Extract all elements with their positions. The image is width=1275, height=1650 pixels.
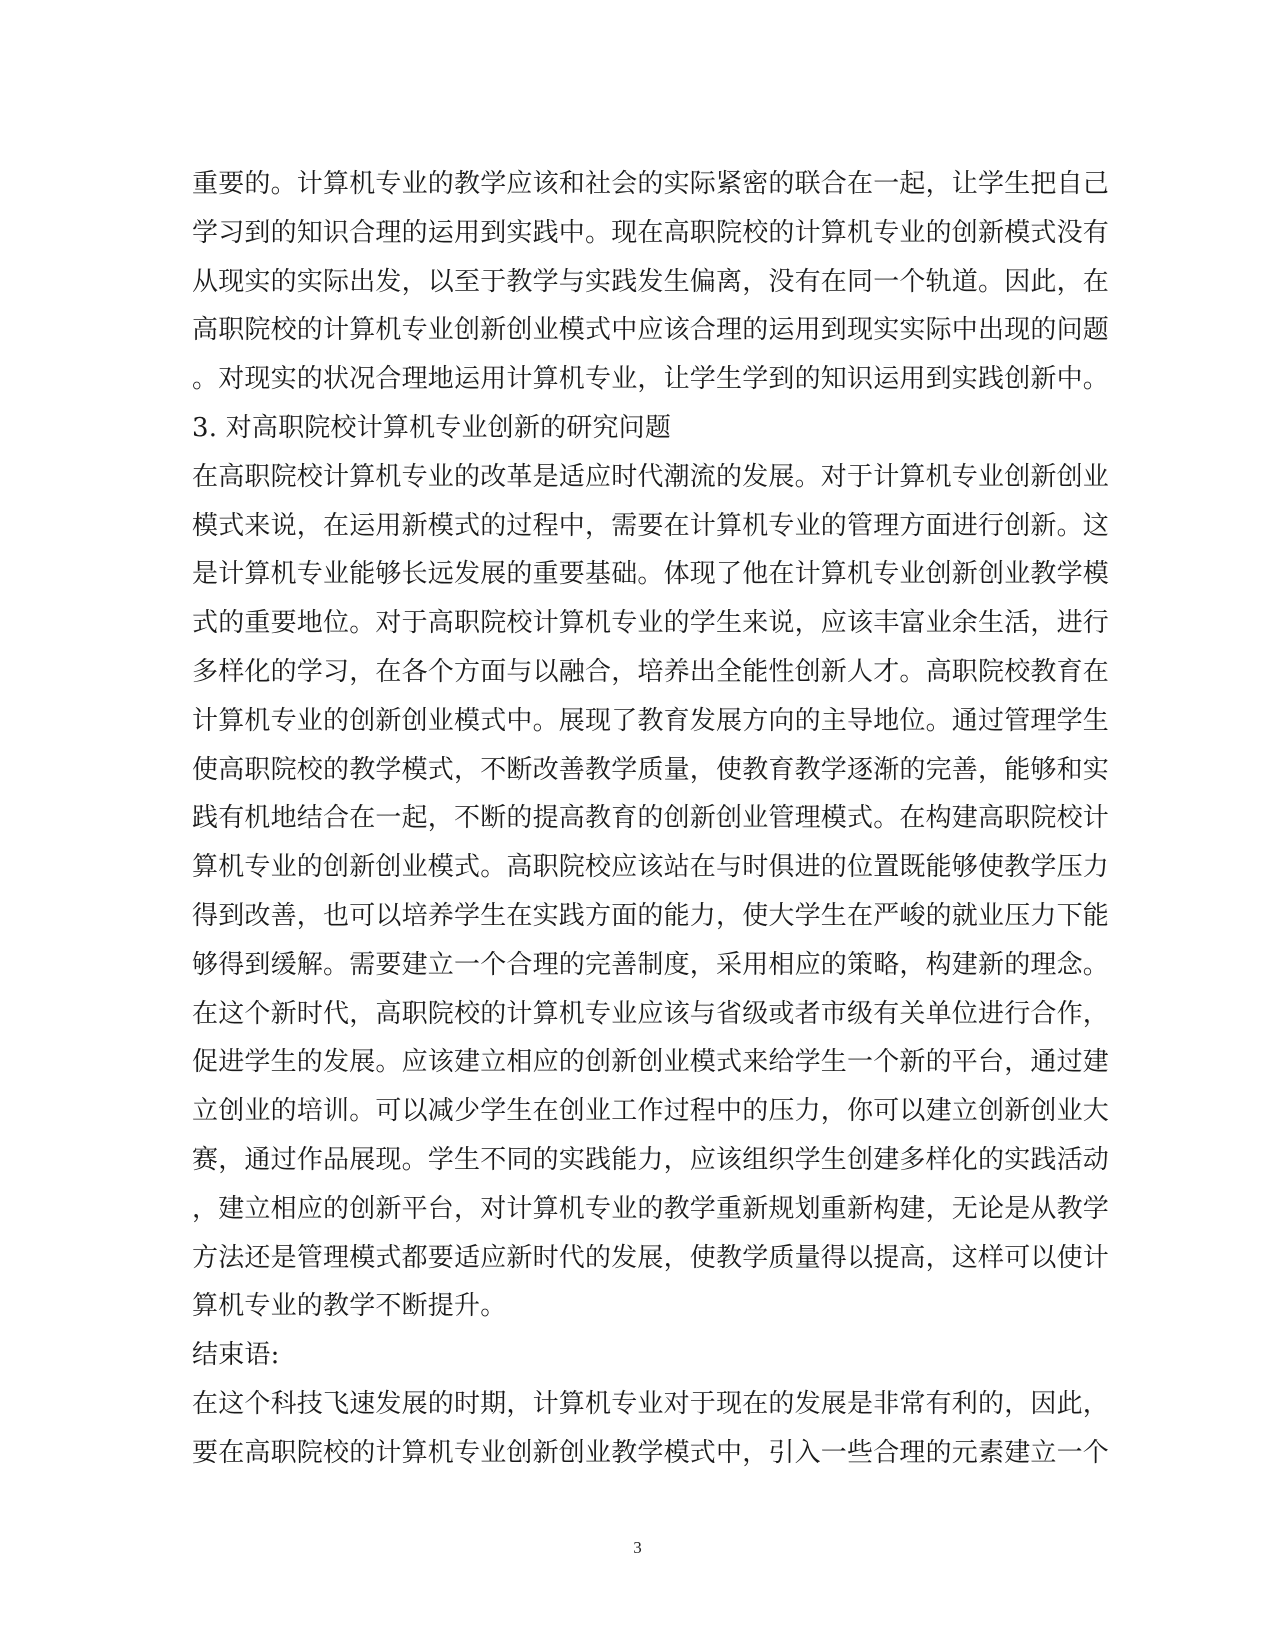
text-line: 模式来说，在运用新模式的过程中，需要在计算机专业的管理方面进行创新。这 — [192, 510, 1110, 541]
page-number: 3 — [633, 1538, 642, 1557]
section-heading: 3. 对高职院校计算机专业创新的研究问题 — [192, 412, 672, 443]
text-line: 是计算机专业能够长远发展的重要基础。体现了他在计算机专业创新创业教学模 — [192, 559, 1110, 590]
text-line: 。对现实的状况合理地运用计算机专业，让学生学到的知识运用到实践创新中。 — [192, 364, 1110, 395]
text-line: 要在高职院校的计算机专业创新创业教学模式中，引入一些合理的元素建立一个 — [192, 1437, 1110, 1468]
text-line: 多样化的学习，在各个方面与以融合，培养出全能性创新人才。高职院校教育在 — [192, 656, 1110, 687]
text-line: 重要的。计算机专业的教学应该和社会的实际紧密的联合在一起，让学生把自己 — [192, 169, 1110, 199]
text-line: 在高职院校计算机专业的改革是适应时代潮流的发展。对于计算机专业创新创业 — [192, 461, 1110, 492]
text-line: 践有机地结合在一起，不断的提高教育的创新创业管理模式。在构建高职院校计 — [192, 803, 1110, 834]
body-text — [192, 160, 1110, 1478]
text-line: ，建立相应的创新平台，对计算机专业的教学重新规划重新构建，无论是从教学 — [192, 1193, 1110, 1224]
text-line: 从现实的实际出发，以至于教学与实践发生偏离，没有在同一个轨道。因此，在 — [192, 266, 1110, 297]
section-heading: 结束语: — [192, 1340, 280, 1371]
text-line: 立创业的培训。可以减少学生在创业工作过程中的压力，你可以建立创新创业大 — [192, 1096, 1110, 1127]
text-line: 赛，通过作品展现。学生不同的实践能力，应该组织学生创建多样化的实践活动 — [192, 1144, 1110, 1175]
text-line: 学习到的知识合理的运用到实践中。现在高职院校的计算机专业的创新模式没有 — [192, 217, 1110, 248]
text-line: 算机专业的教学不断提升。 — [192, 1291, 507, 1322]
text-line: 得到改善，也可以培养学生在实践方面的能力，使大学生在严峻的就业压力下能 — [192, 900, 1110, 931]
text-line: 高职院校的计算机专业创新创业模式中应该合理的运用到现实实际中出现的问题 — [192, 315, 1110, 346]
text-line: 方法还是管理模式都要适应新时代的发展，使教学质量得以提高，这样可以使计 — [192, 1242, 1110, 1273]
text-line: 在这个新时代，高职院校的计算机专业应该与省级或者市级有关单位进行合作， — [192, 998, 1110, 1029]
text-line: 计算机专业的创新创业模式中。展现了教育发展方向的主导地位。通过管理学生 — [192, 705, 1110, 736]
text-line: 使高职院校的教学模式，不断改善教学质量，使教育教学逐渐的完善，能够和实 — [192, 754, 1110, 785]
text-line: 算机专业的创新创业模式。高职院校应该站在与时俱进的位置既能够使教学压力 — [192, 852, 1110, 883]
text-line: 在这个科技飞速发展的时期，计算机专业对于现在的发展是非常有利的，因此， — [192, 1388, 1110, 1419]
text-line: 促进学生的发展。应该建立相应的创新创业模式来给学生一个新的平台，通过建 — [192, 1047, 1110, 1078]
text-line: 式的重要地位。对于高职院校计算机专业的学生来说，应该丰富业余生活，进行 — [192, 608, 1110, 639]
text-line: 够得到缓解。需要建立一个合理的完善制度，采用相应的策略，构建新的理念。 — [192, 949, 1110, 980]
